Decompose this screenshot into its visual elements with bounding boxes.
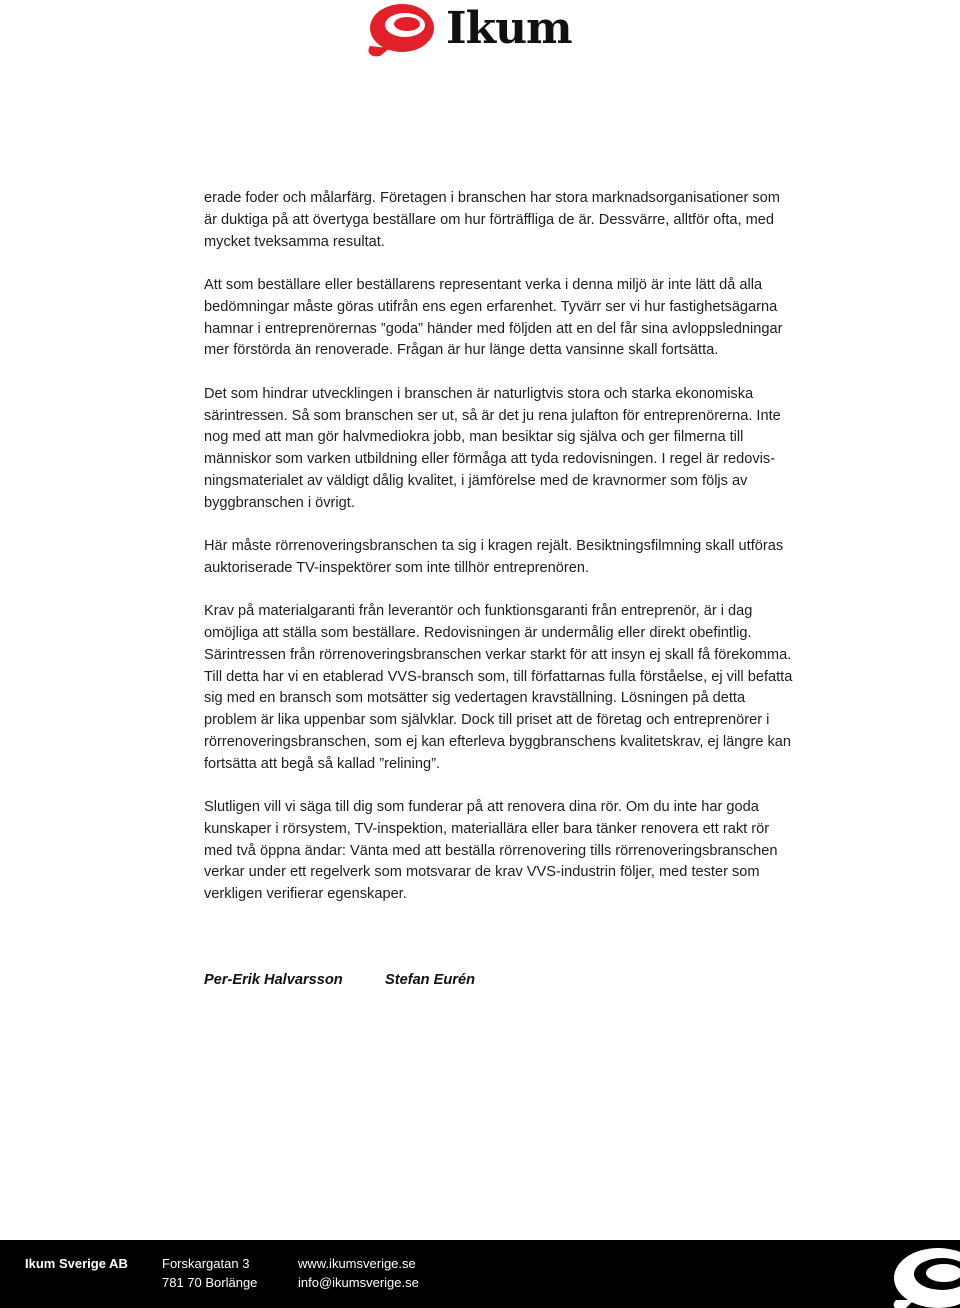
company-logo: [364, 0, 604, 60]
signature-name: Stefan Eurén: [385, 972, 476, 988]
paragraph: Här måste rörrenoveringsbranschen ta sig i kragen rejält. Besiktningsfilmning skall utföras auktoriserade TV-inspektörer som inte tillhör entreprenören.: [204, 538, 784, 576]
footer-email-link[interactable]: info@ikumsverige.se: [298, 1275, 419, 1290]
footer-postal: 781 70 Borlänge: [162, 1275, 258, 1290]
footer-address: [162, 1254, 257, 1292]
footer-street: Forskargatan 3: [162, 1256, 250, 1271]
letter-body: [204, 188, 794, 928]
paragraph: Slutligen vill vi säga till dig som funderar på att renovera dina rör. Om du inte har goda kunskaper i rörsystem, TV-inspektion, materiallära eller bara tänker renovera ett rakt rör med två öppna ändar: Vänta med att beställa rörrenovering tills rörrenoveringsbranschen verkar under ett regelverk som motsvarar de krav VVS-industrin följer, med tester som verkligen verifierar egenskaper.: [204, 799, 778, 902]
footer-company: Ikum Sverige AB: [25, 1256, 128, 1271]
footer: [0, 1240, 960, 1308]
logo-mark-icon: [364, 0, 444, 60]
footer-contact: [298, 1254, 419, 1292]
footer-logo-mark-icon: [840, 1240, 960, 1308]
logo-wordmark: Ikum: [446, 3, 572, 54]
paragraph: Krav på materialgaranti från leverantör och funktionsgaranti från entreprenör, är i dag omöjliga att ställa som beställare. Redovisningen är undermålig eller direkt obefintlig. Särintressen från rörrenoveringsbranschen verkar starkt för att insyn ej skall få förekomma. Till detta har vi en etablerad VVS-bransch som, till författarnas fulla förståelse, ej vill befatta sig med en bransch som motsätter sig vedertagen kravställning. Lösningen på detta problem är lika uppenbar som självklar. Dock till priset att de företag och entreprenörer i rörrenoveringsbranschen, som ej kan efterleva byggbranschens kvalitetskrav, ej längre kan fortsätta att begå så kallad ”relining”.: [204, 603, 793, 772]
paragraph: erade foder och målarfärg. Företagen i branschen har stora marknadsorganisationer som är duktiga på att övertyga beställare om hur förträffliga de är. Dessvärre, alltför ofta, med mycket tveksamma resultat.: [204, 190, 780, 250]
paragraph: Att som beställare eller beställarens representant verka i denna miljö är inte lätt då alla bedömningar måste göras utifrån ens egen erfarenhet. Tyvärr ser vi hur fastighetsägarna hamnar i entreprenörernas ”goda” händer med följden att en del får sina avloppsledningar mer förstörda än renoverade. Frågan är hur länge detta vansinne skall fortsätta.: [204, 277, 783, 359]
signature-name: Per-Erik Halvarsson: [204, 972, 343, 988]
paragraph: Det som hindrar utvecklingen i branschen är naturligtvis stora och starka ekonomiska särintressen. Så som branschen ser ut, så är det ju rena julafton för entreprenörerna. Inte nog med att man gör halvmediokra jobb, man besiktar sig själva och ger filmerna till människor som varken utbildning eller förmåga att tyda redovisningen. I regel är redovisningsmaterialet av väldigt dålig kvalitet, i jämförelse med de kravnormer som följs av byggbranschen i övrigt.: [204, 385, 781, 511]
footer-website-link[interactable]: www.ikumsverige.se: [298, 1256, 416, 1271]
signature-block: [204, 972, 475, 988]
